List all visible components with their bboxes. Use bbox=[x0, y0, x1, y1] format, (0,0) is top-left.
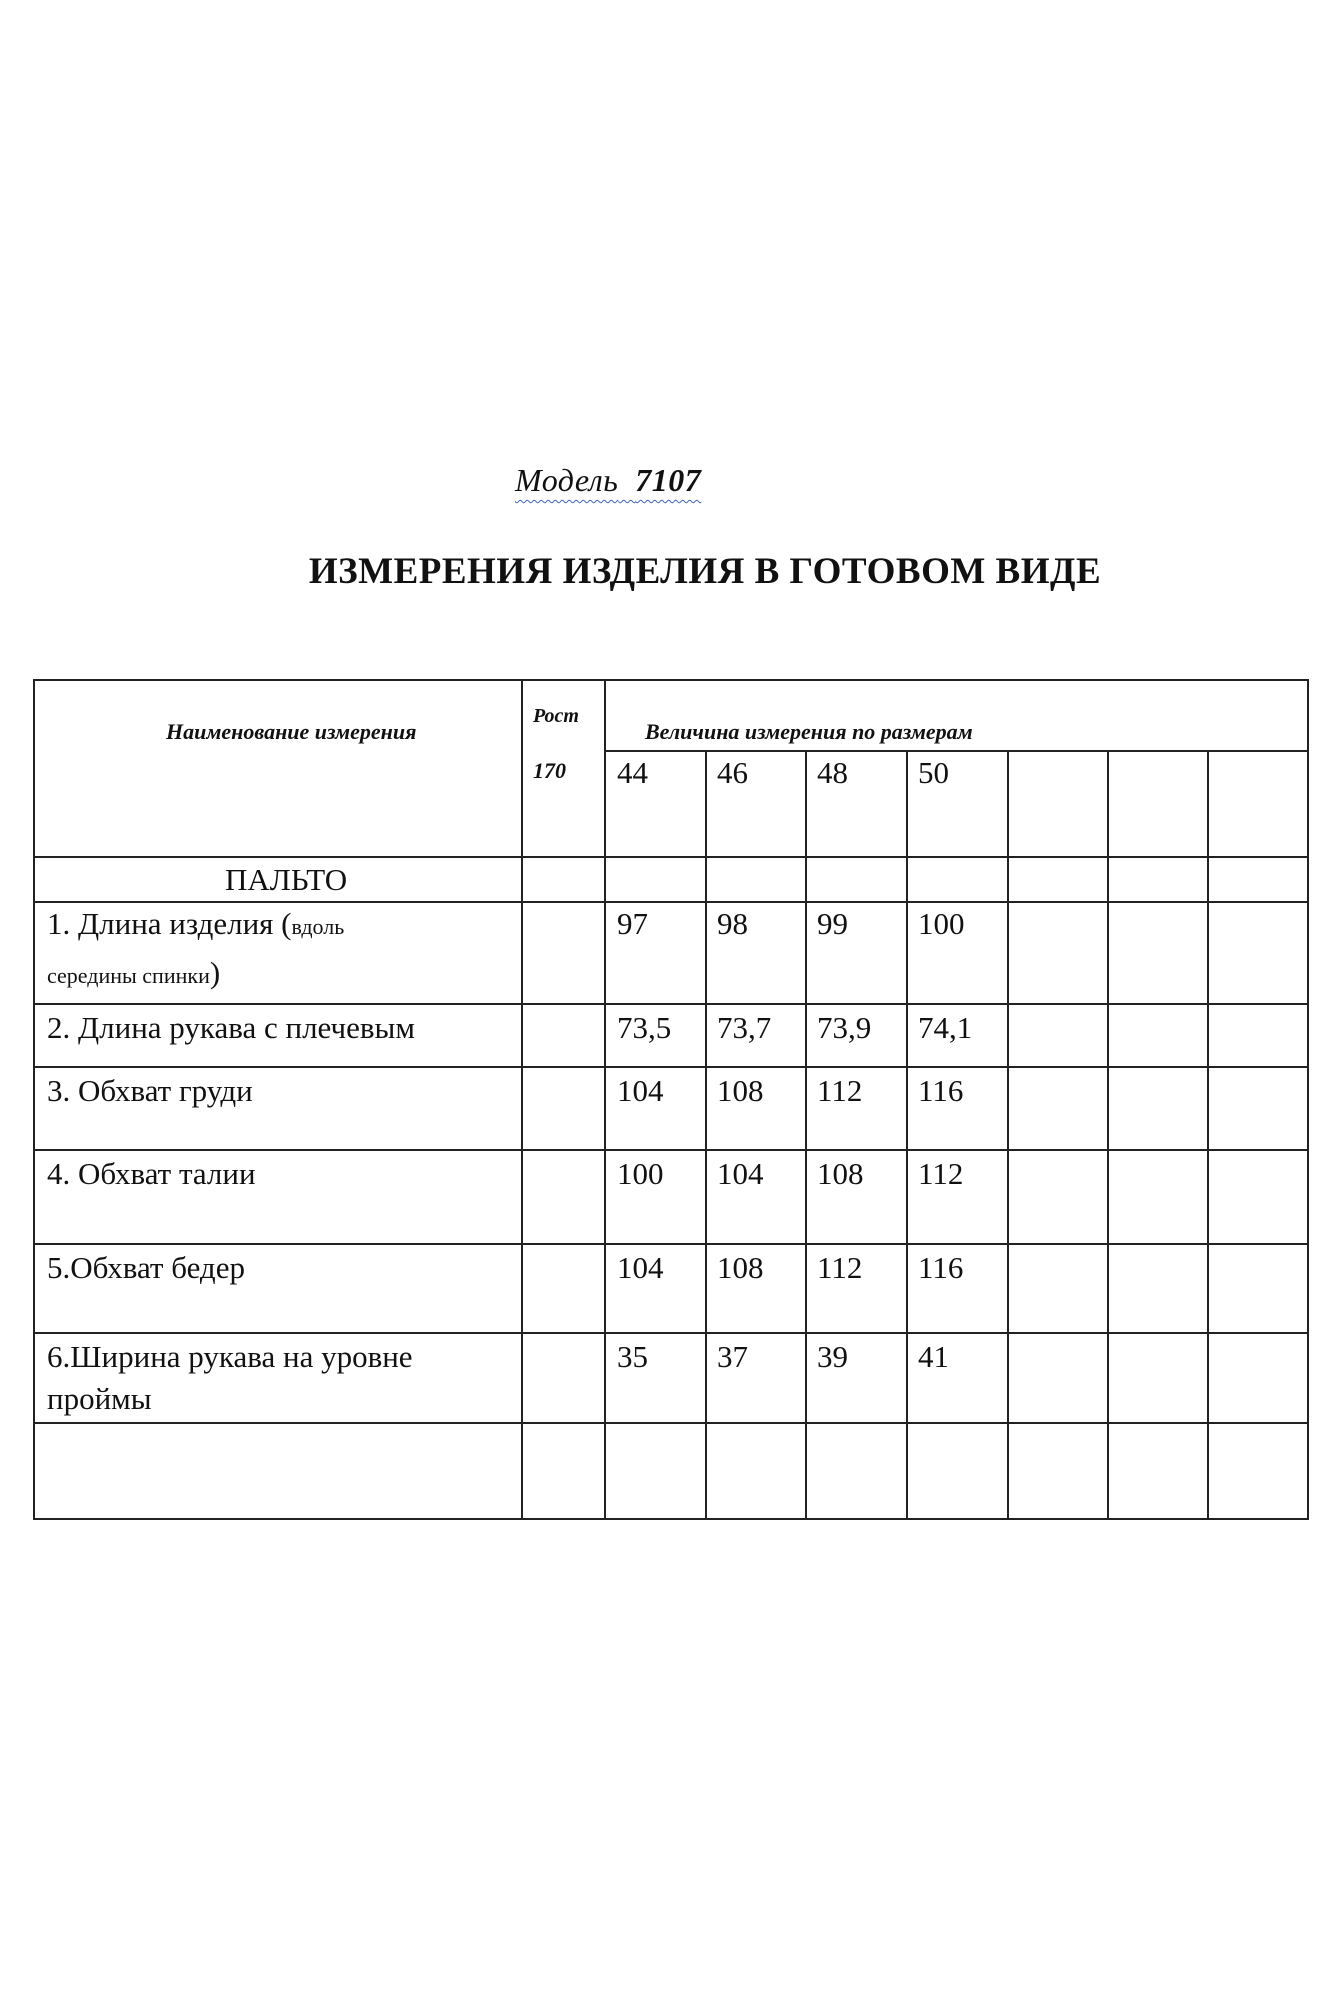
row-value: 98 bbox=[717, 906, 748, 941]
row-divider-2 bbox=[33, 1066, 1309, 1068]
col-divider-46 bbox=[805, 750, 807, 1520]
section-title: ПАЛЬТО bbox=[225, 862, 348, 897]
row-value: 112 bbox=[918, 1156, 964, 1191]
row-name: 5.Обхват бедер bbox=[47, 1250, 245, 1285]
row-value: 37 bbox=[717, 1339, 748, 1374]
row-value: 108 bbox=[717, 1073, 764, 1108]
row-divider-3 bbox=[33, 1149, 1309, 1151]
row-value: 41 bbox=[918, 1339, 949, 1374]
row-value: 100 bbox=[918, 906, 965, 941]
row-value: 104 bbox=[617, 1250, 664, 1285]
row-value: 104 bbox=[617, 1073, 664, 1108]
row-name-main: 1. Длина изделия ( bbox=[47, 906, 292, 941]
row-name: 2. Длина рукава с плечевым bbox=[47, 1010, 415, 1045]
col-divider-name bbox=[521, 679, 523, 1520]
col-divider-empty2 bbox=[1207, 750, 1209, 1520]
col-divider-50 bbox=[1007, 750, 1009, 1520]
row-value: 112 bbox=[817, 1073, 863, 1108]
row-value: 35 bbox=[617, 1339, 648, 1374]
row-name-line2-small: середины спинки bbox=[47, 963, 210, 988]
row-value: 99 bbox=[817, 906, 848, 941]
size-46: 46 bbox=[717, 755, 748, 790]
col-divider-48 bbox=[906, 750, 908, 1520]
row-value: 112 bbox=[817, 1250, 863, 1285]
row-value: 74,1 bbox=[918, 1010, 973, 1045]
row-value: 73,5 bbox=[617, 1010, 672, 1045]
size-50: 50 bbox=[918, 755, 949, 790]
model-word: Модель bbox=[515, 462, 619, 498]
row-divider-section bbox=[33, 901, 1309, 903]
header-sizes-label: Величина измерения по размерам bbox=[645, 719, 973, 744]
row-value: 104 bbox=[717, 1156, 764, 1191]
row-value: 100 bbox=[617, 1156, 664, 1191]
row-divider-sizes bbox=[604, 750, 1309, 752]
header-name-col: Наименование измерения bbox=[166, 719, 417, 744]
row-value: 73,7 bbox=[717, 1010, 772, 1045]
row-name-small: вдоль bbox=[291, 914, 345, 939]
size-48: 48 bbox=[817, 755, 848, 790]
row-value: 116 bbox=[918, 1073, 964, 1108]
page-title: ИЗМЕРЕНИЯ ИЗДЕЛИЯ В ГОТОВОМ ВИДЕ bbox=[308, 551, 1102, 592]
model-number: 7107 bbox=[635, 462, 702, 498]
row-divider-header bbox=[33, 856, 1309, 858]
col-divider-empty1 bbox=[1107, 750, 1109, 1520]
row-value: 39 bbox=[817, 1339, 848, 1374]
row-value: 108 bbox=[717, 1250, 764, 1285]
row-name-line2: проймы bbox=[47, 1381, 152, 1416]
size-44: 44 bbox=[617, 755, 648, 790]
col-divider-44 bbox=[705, 750, 707, 1520]
col-divider-height bbox=[604, 679, 606, 1520]
row-divider-4 bbox=[33, 1243, 1309, 1245]
row-name-line1: 6.Ширина рукава на уровне bbox=[47, 1339, 413, 1374]
row-name bbox=[47, 906, 344, 942]
row-value: 116 bbox=[918, 1250, 964, 1285]
model-label bbox=[515, 462, 701, 499]
row-divider-1 bbox=[33, 1003, 1309, 1005]
row-name-line2 bbox=[47, 955, 220, 991]
header-height-label: Рост bbox=[533, 705, 579, 727]
row-name: 3. Обхват груди bbox=[47, 1073, 253, 1108]
row-name: 4. Обхват талии bbox=[47, 1156, 256, 1191]
row-value: 73,9 bbox=[817, 1010, 872, 1045]
row-divider-5 bbox=[33, 1332, 1309, 1334]
row-value: 108 bbox=[817, 1156, 864, 1191]
header-height-value: 170 bbox=[533, 758, 566, 783]
row-value: 97 bbox=[617, 906, 648, 941]
row-name-line2-close: ) bbox=[209, 955, 221, 990]
row-divider-6 bbox=[33, 1422, 1309, 1424]
